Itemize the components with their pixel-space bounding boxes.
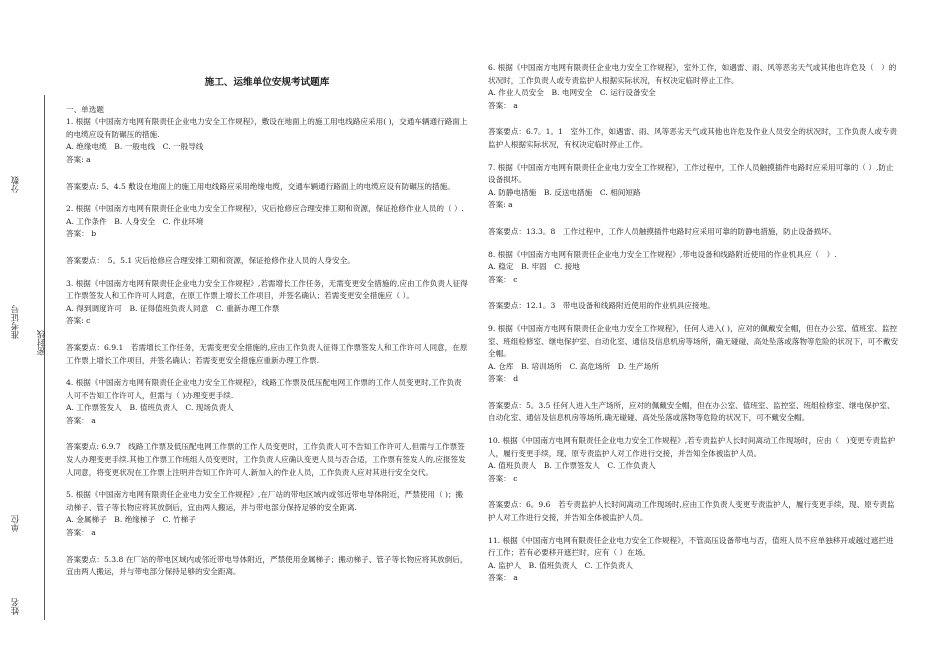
answer-explanation: 答案要点：5.3.8 在厂站的带电区域内或邻近带电导体附近，严禁使用金属梯子；搬动梯子、管子等长物应将其放倒后，宜由两人搬运，并与带电部分保持足够的安全距离。 [66,554,468,577]
score-label: 分数 [11,176,21,193]
question-item [488,435,900,525]
seal-line-label: 密封线 [37,330,47,356]
binding-margin [0,0,60,672]
right-column [488,62,900,599]
question-options: A. 绝缘电缆 B. 一般电线 C. 一般导线 [66,142,204,152]
question-stem: 1. 根据《中国南方电网有限责任企业电力安全工作规程》，敷设在地面上的施工用电线路应采用( )，交通车辆通行路面上的电缆应设有防碾压的措施. [66,117,468,139]
question-answer: 答案： a [66,528,96,538]
question-options: A. 得到调度许可 B. 征得值班负责人同意 C. 重新办理工作票 [66,303,280,313]
question-item [66,116,468,193]
binding-line [44,95,45,620]
answer-explanation: 答案要点：13.3。8 工作过程中，工作人员触摸插件电路时应采用可靠的防静电措施，防止设备损坏。 [488,226,837,236]
question-answer: 答案： a [66,415,96,425]
question-options: A. 工作条件 B. 人身安全 C. 作业环境 [66,216,204,226]
question-options: A. 仓库 B. 培训场所 C. 高危场所 D. 生产场所 [488,361,659,371]
question-item [488,323,900,425]
question-options: A. 作业人员安全 B. 电网安全 C. 运行设备安全 [488,88,656,98]
left-column [66,73,468,589]
question-answer: 答案： a [488,100,518,110]
answer-explanation: 答案要点：6.9.1 若需增长工作任务，无需变更安全措施的,应由工作负责人征得工作票签发人和工作许可人同意，在原工作票上增长工作项目，并签名确认；若需变更安全措施应重新办理工作票. [66,342,468,365]
question-options: A. 监护人 B. 值班负责人 C. 工作负责人 [488,560,633,570]
question-answer: 答案： c [488,473,518,483]
question-item [66,278,468,368]
question-item [66,203,468,267]
question-answer: 答案: a [66,154,91,164]
question-stem: 10. 根据《中国南方电网有限责任企业电力安全工作规程》,若专责监护人长时间离动工作现场时，应由（ )变更专责监护人，履行变更手续，现、原专责监护人对工作进行交接，并告知全体被监护人员。 [488,436,896,458]
question-item [66,377,468,479]
question-item [488,62,900,152]
question-list-right [488,62,900,585]
answer-explanation: 答案要点：5。3.5 任何人进入生产场所，应对的佩戴安全帽，但在办公室、值班室、监控室、班组检修室、继电保护室、自动化室、通信及信息机房等场所,确无碰碰、高处坠落或落物等危险的状况下，可不戴安全帽。 [488,400,895,423]
question-stem: 11. 根据《中国南方电网有限责任企业电力安全工作规程》，不管高压设备带电与否，值班人员不应单独移开或越过遮拦进行工作；若有必要移开遮拦时，应有（ ）在场。 [488,535,894,558]
question-options: A. 工作票签发人 B. 值班负责人 C. 现场负责人 [66,403,234,413]
exam-number-label: 准考证号 [11,305,21,339]
question-item [488,535,900,585]
question-stem: 7. 根据《中国南方电网有限责任企业电力安全工作规程》，工作过程中，工作人员触摸插件电路时应采用可靠的（ ）,防止设备损坏。 [488,162,894,185]
answer-explanation: 答案要点：6。9.6 若专责监护人长时间离动工作现场时,应由工作负责人变更专责监护人，履行变更手续，现、原专责监护人对工作进行交接，并告知全体被监护人员。 [488,500,895,523]
section-heading: 一、单选题 [66,104,104,114]
question-item [66,489,468,579]
question-options: A. 金属梯子 B. 绝缘梯子 C. 竹梯子 [66,515,196,525]
question-answer: 答案： b [66,229,97,239]
answer-explanation: 答案要点： 5。5.1 灾后抢修应合理安排工期和资源，保证抢修作业人员的人身安全。 [66,255,355,265]
question-answer: 答案: c [66,316,91,326]
unit-label: 单位 [11,515,21,532]
answer-explanation: 答案要点：6.7。1。1 室外工作，如遇雷、雨、风等恶劣天气或其他也许危及作业人员安全的状况时，工作负责人或专责监护人根据实际状况，有权决定临时停止工作。 [488,127,898,149]
question-answer: 答案： c [488,274,518,284]
question-stem: 5. 根据《中国南方电网有限责任企业电力安全工作规程》,在厂站的带电区域内或邻近带电导体附近，严禁使用（ )；搬动梯子、管子等长物应将其放倒后，宜由两人搬运，并与带电部分保持足够的安全距离. [66,490,464,512]
question-answer: 答案： a [488,573,518,583]
question-answer: 答案： d [488,374,519,384]
name-label: 姓名 [11,598,21,615]
question-stem: 4. 根据《中国南方电网有限责任企业电力安全工作规程》，线路工作票及低压配电网工作票的工作人员变更时,工作负责人可不告知工作许可人，但需与（ )办理变更手续. [66,378,462,400]
answer-explanation: 答案要点：12.1。3 带电设备和线路附近使用的作业机具应接地。 [488,301,715,311]
question-options: A. 值班负责人 B. 工作票签发人 C. 工作负责人 [488,461,656,471]
page-title: 施工、运维单位安规考试题库 [204,77,330,88]
question-stem: 3. 根据《中国南方电网有限责任企业电力安全工作规程》,若需增长工作任务，无需变更安全措施的,应由工作负责人征得工作票签发人和工作许可人同意，在原工作票上增长工作项目，并签名确认；若需变更安全措施应（ ）。 [66,278,468,301]
question-item [488,249,900,313]
question-stem: 6. 根据《中国南方电网有限责任企业电力安全工作规程》，室外工作，如遇雷、雨、风等恶劣天气或其他也许危及（ ）的状况时，工作负责人或专责监护人根据实际状况，有权决定临时停止工作。 [488,63,897,85]
question-answer: 答案: a [488,200,513,210]
question-options: A. 防静电措施 B. 反送电措施 C. 相间短路 [488,187,641,197]
question-stem: 8. 根据《中国南方电网有限责任企业电力安全工作规程》,带电设备和线路附近使用的作业机具应（ ）. [488,249,837,259]
question-stem: 2. 根据《中国南方电网有限责任企业电力安全工作规程》，灾后抢修应合理安排工期和资源，保证抢修作业人员的（ ）. [66,204,464,214]
answer-explanation: 答案要点: 6.9.7 线路工作票及低压配电网工作票的工作人员变更时，工作负责人可不告知工作许可人,但需与工作票签发人办理变更手续.其他工作票工作班组人员变更时，工作负责人应确认变更人员与否合适，工作票有签发人的,应报签发人同意，将变更状况在工作票上注明并告知工作许可人.新加入的作业人员，工作负责人应对其进行安全交代。 [66,442,466,477]
question-list-left [66,116,468,579]
question-item [488,162,900,239]
question-stem: 9. 根据《中国南方电网有限责任企业电力安全工作规程》，任何人进入( )，应对的佩戴安全帽，但在办公室、值班室、监控室、班组检修室、继电保护室、自动化室、通信及信息机房等场所，确无碰碰、高处坠落或落物等危险的状况下，可不戴安全帽。 [488,323,899,359]
answer-explanation: 答案要点: 5、4.5 敷设在地面上的施工用电线路应采用绝缘电缆，交通车辆通行路面上的电缆应设有防碾压的措施。 [66,181,455,191]
question-options: A. 稳定 B. 牢固 C. 接地 [488,262,580,272]
